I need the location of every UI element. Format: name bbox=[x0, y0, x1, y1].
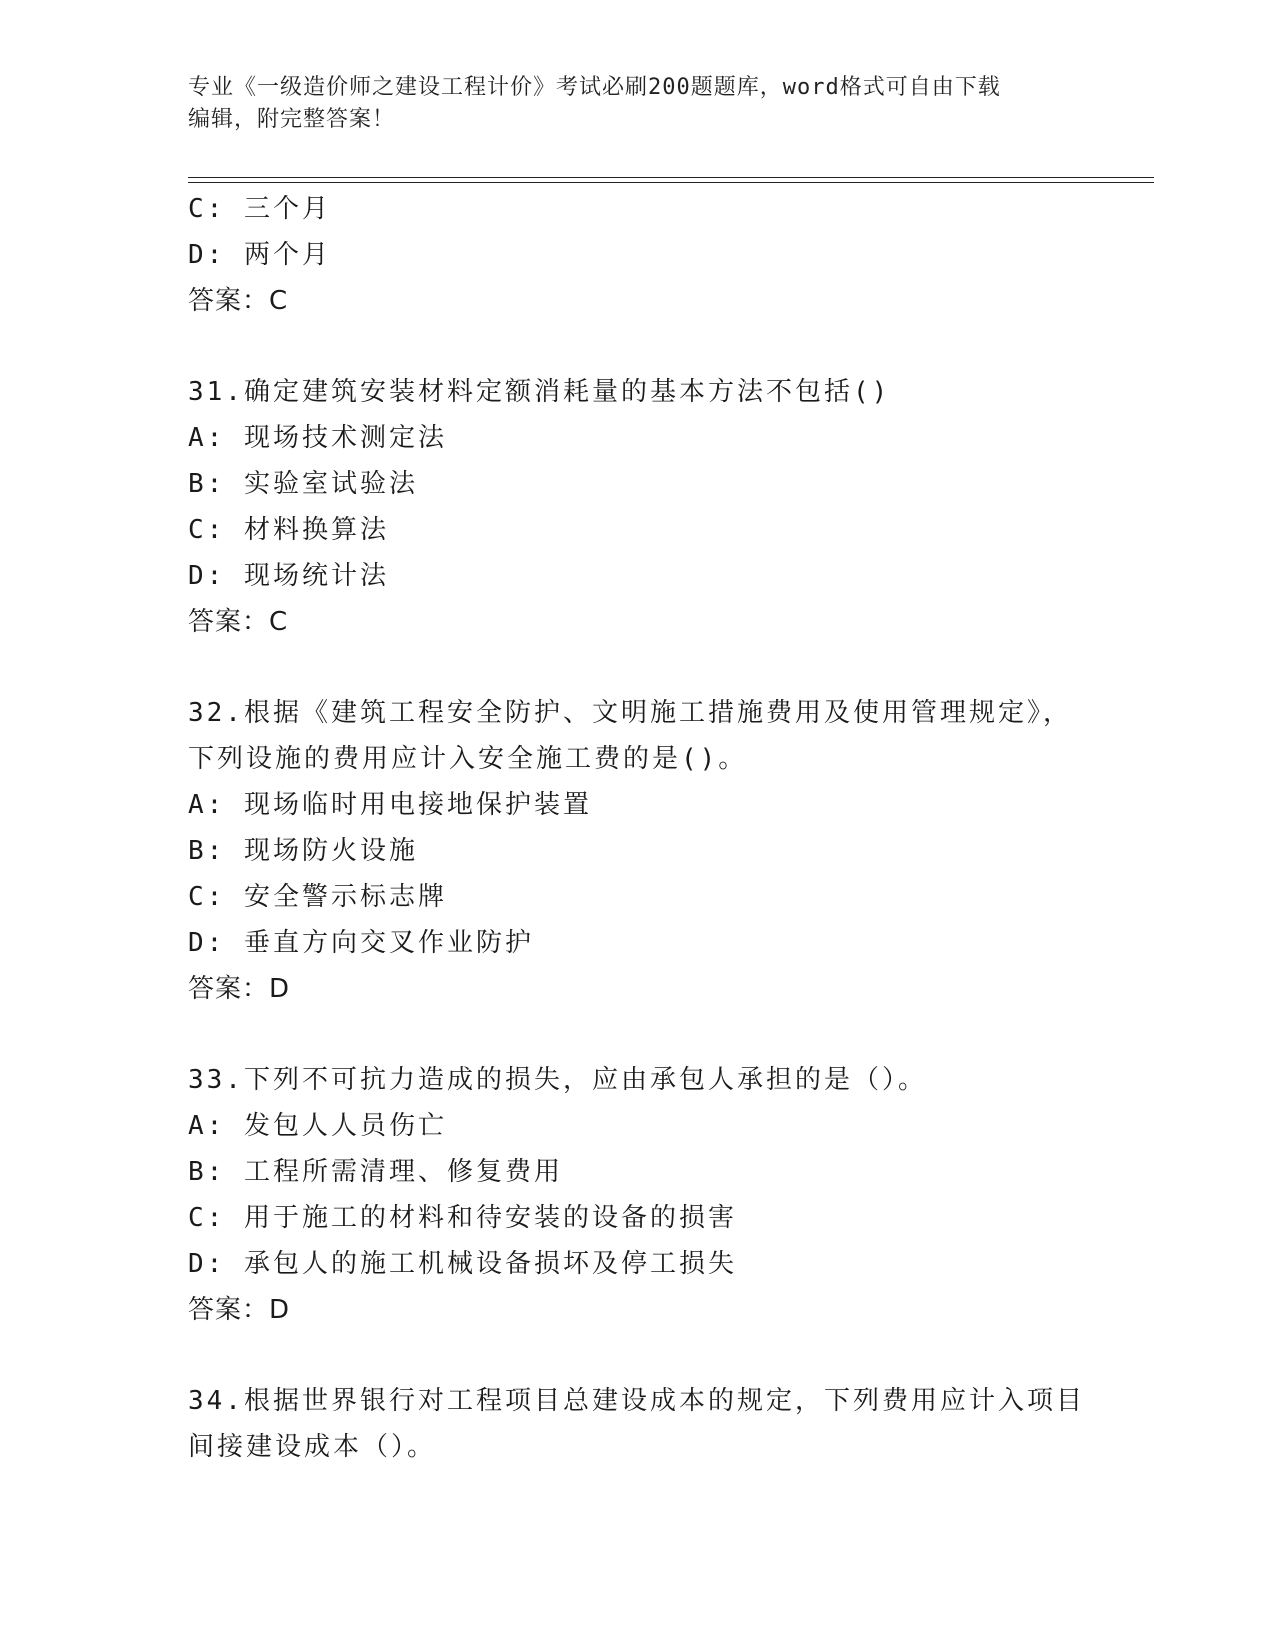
document-header bbox=[188, 72, 1068, 136]
option-a: A: 现场技术测定法 bbox=[188, 423, 447, 453]
option-b: B: 现场防火设施 bbox=[188, 836, 418, 866]
answer: 答案：D bbox=[188, 974, 291, 1004]
question-fragment bbox=[188, 186, 1088, 324]
question-text-continued: 间接建设成本（）。 bbox=[188, 1432, 437, 1462]
question-text: 34.根据世界银行对工程项目总建设成本的规定，下列费用应计入项目 bbox=[188, 1386, 1085, 1416]
option-c: C: 材料换算法 bbox=[188, 515, 389, 545]
header-divider-bottom bbox=[188, 182, 1154, 183]
option-c: C: 用于施工的材料和待安装的设备的损害 bbox=[188, 1203, 737, 1233]
option-d: D: 承包人的施工机械设备损坏及停工损失 bbox=[188, 1249, 737, 1279]
question-31 bbox=[188, 369, 1088, 645]
option-d: D: 垂直方向交叉作业防护 bbox=[188, 928, 534, 958]
question-32 bbox=[188, 690, 1088, 1012]
header-line-2: 编辑，附完整答案！ bbox=[188, 107, 396, 132]
answer: 答案：C bbox=[188, 607, 289, 637]
option-b: B: 实验室试验法 bbox=[188, 469, 418, 499]
question-text: 31.确定建筑安装材料定额消耗量的基本方法不包括() bbox=[188, 377, 891, 407]
question-34 bbox=[188, 1378, 1088, 1470]
document-body bbox=[188, 186, 1088, 1470]
answer: 答案：C bbox=[188, 286, 289, 316]
question-text: 33.下列不可抗力造成的损失，应由承包人承担的是（）。 bbox=[188, 1065, 927, 1095]
spacer bbox=[188, 1012, 1088, 1057]
option-c: C: 三个月 bbox=[188, 194, 331, 224]
option-a: A: 发包人人员伤亡 bbox=[188, 1111, 447, 1141]
option-d: D: 两个月 bbox=[188, 240, 331, 270]
option-a: A: 现场临时用电接地保护装置 bbox=[188, 790, 592, 820]
header-divider-top bbox=[188, 177, 1154, 178]
spacer bbox=[188, 645, 1088, 690]
question-33 bbox=[188, 1057, 1088, 1333]
option-b: B: 工程所需清理、修复费用 bbox=[188, 1157, 563, 1187]
option-d: D: 现场统计法 bbox=[188, 561, 389, 591]
spacer bbox=[188, 1333, 1088, 1378]
header-line-1: 专业《一级造价师之建设工程计价》考试必刷200题题库，word格式可自由下载 bbox=[188, 75, 1001, 100]
question-text-continued: 下列设施的费用应计入安全施工费的是()。 bbox=[188, 744, 748, 774]
option-c: C: 安全警示标志牌 bbox=[188, 882, 447, 912]
question-text: 32.根据《建筑工程安全防护、文明施工措施费用及使用管理规定》， bbox=[188, 698, 1072, 728]
spacer bbox=[188, 324, 1088, 369]
answer: 答案：D bbox=[188, 1295, 291, 1325]
